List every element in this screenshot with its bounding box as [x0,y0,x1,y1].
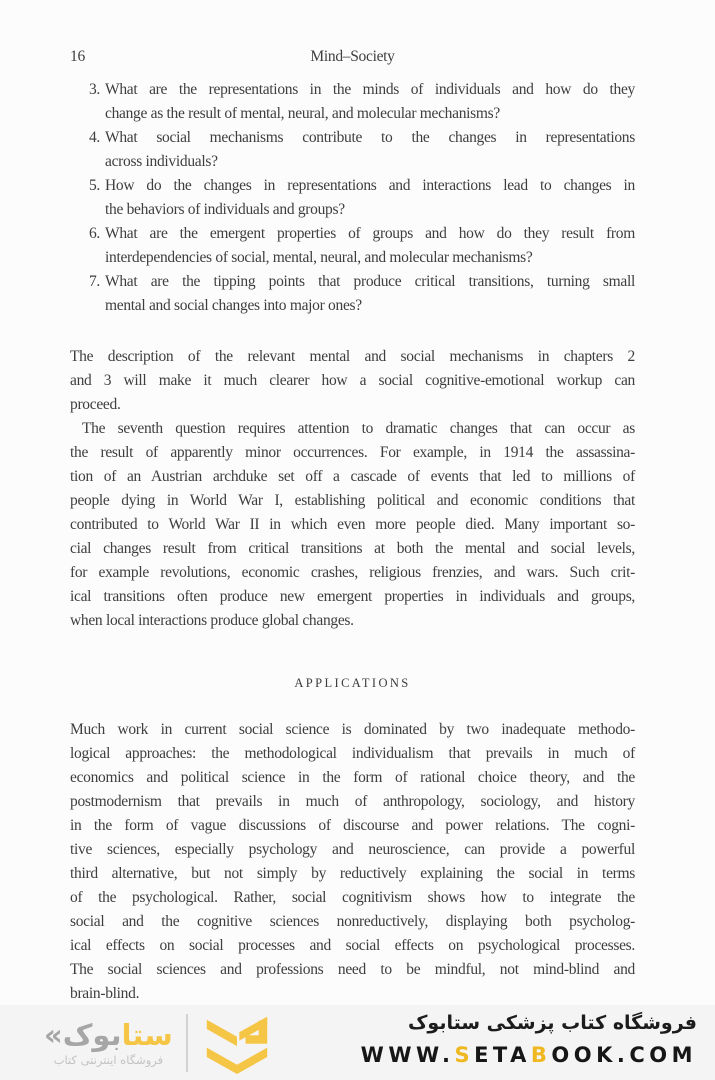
text-line: economics and political science in the form of rational choice theory, and the [70,769,635,786]
question-number: 4. [88,129,100,146]
text-line: brain-blind. [70,985,140,1002]
text-line: How do the changes in representations and interactions lead to changes in [105,177,635,194]
logo-wordmark-column [44,1018,173,1068]
text-line: cial changes result from critical transitions at both the mental and social levels, [70,540,635,557]
text-line: in the form of vague discussions of discourse and power relations. The cogni- [70,817,635,834]
text-line: mental and social changes into major ones? [105,297,362,314]
text-line: interdependencies of social, mental, neural, and molecular mechanisms? [105,249,533,266]
text-line: contributed to World War II in which even more people died. Many important so- [70,516,635,533]
footer-watermark [0,1005,715,1080]
text-line: social and the cognitive sciences nonreductively, displaying both psycholog- [70,913,635,930]
page-header [70,45,635,65]
url-part-gold: S [454,1043,475,1067]
page-number: 16 [70,48,85,65]
text-line: What are the tipping points that produce critical transitions, turning small [105,273,635,290]
text-line: of the psychological. Rather, social cognitivism shows how to integrate the [70,889,635,906]
text-line: The social sciences and professions need to be mindful, not mind-blind and [70,961,635,978]
text-line: proceed. [70,396,121,413]
text-line: ical transitions often produce new emergent properties in individuals and groups, [70,588,635,605]
text-line: third alternative, but not simply by reductively explaining the social in terms [70,865,635,882]
text-line: logical approaches: the methodological individualism that prevails in much of [70,745,635,762]
question-number: 5. [88,177,100,194]
footer-site-info [361,1010,697,1067]
wordmark-gold-part: ستا [121,1018,173,1052]
url-part-gold: B [530,1043,552,1067]
question-number: 6. [88,225,100,242]
url-part: OOK.COM [551,1043,697,1067]
question-item-4 [70,126,635,174]
text-line: What are the representations in the minds of individuals and how do they [105,81,635,98]
text-line: the behaviors of individuals and groups? [105,201,345,218]
paragraph [70,417,635,633]
running-head: Mind–Society [310,48,395,65]
text-line: Much work in current social science is dominated by two inadequate methodo- [70,721,635,738]
question-item-5 [70,174,635,222]
paragraph [70,345,635,417]
text-line: and 3 will make it much clearer how a social cognitive-emotional workup can [70,372,635,389]
text-line: when local interactions produce global changes. [70,612,354,629]
logo-divider [186,1014,188,1072]
text-line: What are the emergent properties of groups and how do they result from [105,225,635,242]
text-line: The seventh question requires attention to dramatic changes that can occur as [82,420,635,437]
site-url [361,1043,697,1067]
question-item-3 [70,78,635,126]
question-item-7 [70,270,635,318]
text-line: tive sciences, especially psychology and neuroscience, can provide a powerful [70,841,635,858]
url-part: WWW. [360,1043,455,1067]
paragraph [70,718,635,1006]
text-line: across individuals? [105,153,218,170]
text-line: tion of an Austrian archduke set off a cascade of events that led to millions of [70,468,635,485]
text-line: for example revolutions, economic crashes, religious frenzies, and wars. Such crit- [70,564,635,581]
setabook-double-chevron-icon [199,1012,275,1074]
text-line: What social mechanisms contribute to the changes in representations [105,129,635,146]
text-line: the result of apparently minor occurrences. For example, in 1914 the assassina- [70,444,635,461]
text-line: The description of the relevant mental and social mechanisms in chapters 2 [70,348,635,365]
text-line: change as the result of mental, neural, and molecular mechanisms? [105,105,500,122]
question-item-6 [70,222,635,270]
question-number: 3. [88,81,100,98]
logo-tagline: فروشگاه اینترنتی کتاب [53,1053,164,1067]
store-title: فروشگاه کتاب پزشکی ستابوک [407,1012,697,1034]
text-line: postmodernism that prevails in much of anthropology, sociology, and history [70,793,635,810]
url-part: ETA [474,1043,531,1067]
setabook-wordmark [44,1018,173,1052]
text-line: ical effects on social processes and social effects on psychological processes. [70,937,635,954]
section-heading: APPLICATIONS [294,676,411,690]
wordmark-gray-part: بوک [62,1018,122,1052]
question-list [70,78,635,318]
guillemet-icon: « [44,1018,63,1052]
setabook-logo [44,1012,275,1074]
question-number: 7. [88,273,100,290]
text-line: people dying in World War I, establishing political and economic conditions that [70,492,635,509]
